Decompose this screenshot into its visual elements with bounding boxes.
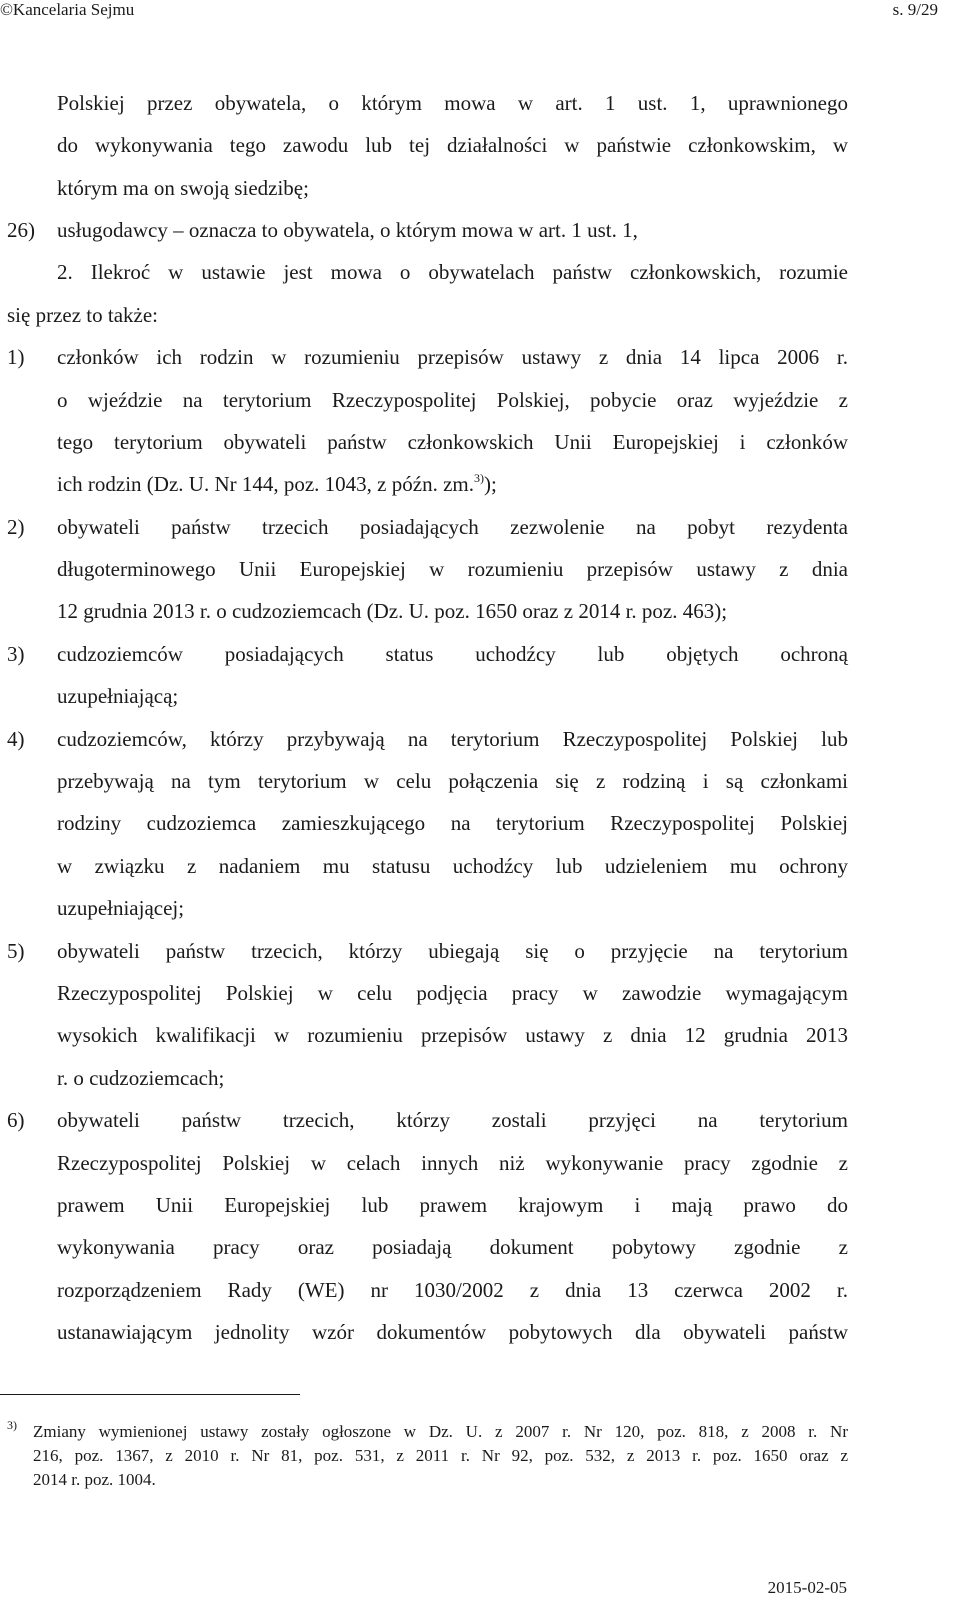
list-item-1-line-4-tail: ); — [483, 472, 497, 496]
item-26-text: usługodawcy – oznacza to obywatela, o którym mowa w art. 1 ust. 1, — [57, 218, 638, 242]
list-item-4-line-4: w związku z nadaniem mu statusu uchodźcy lub udzieleniem mu ochrony — [57, 854, 848, 878]
list-item-6-line-4: wykonywania pracy oraz posiadają dokument pobytowy zgodnie z — [57, 1235, 848, 1259]
footnote-line-1: Zmiany wymienionej ustawy zostały ogłoszone w Dz. U. z 2007 r. Nr 120, poz. 818, z 2008 r. Nr — [33, 1422, 848, 1441]
footer-date: 2015-02-05 — [767, 1578, 847, 1597]
list-item-4-number: 4) — [7, 727, 25, 751]
header-source: ©Kancelaria Sejmu — [0, 0, 135, 19]
list-item-3-number: 3) — [7, 642, 25, 666]
list-item-1-line-4-text: ich rodzin (Dz. U. Nr 144, poz. 1043, z późn. zm. — [57, 472, 474, 496]
list-item-2-number: 2) — [7, 515, 25, 539]
list-item-6-line-2: Rzeczypospolitej Polskiej w celach innych niż wykonywanie pracy zgodnie z — [57, 1151, 848, 1175]
footnote-reference: 3) — [473, 471, 484, 485]
footnote-marker: 3) — [7, 1418, 17, 1432]
section-2-line-2: się przez to także: — [7, 303, 158, 327]
intro-line-2: do wykonywania tego zawodu lub tej działalności w państwie członkowskim, w — [57, 133, 848, 157]
footnote-separator — [0, 1394, 300, 1395]
list-item-5-line-4: r. o cudzoziemcach; — [57, 1066, 225, 1090]
list-item-5-line-1: obywateli państw trzecich, którzy ubiegają się o przyjęcie na terytorium — [57, 939, 848, 963]
footnote-line-2: 216, poz. 1367, z 2010 r. Nr 81, poz. 531, z 2011 r. Nr 92, poz. 532, z 2013 r. poz. 1650 oraz z — [33, 1446, 848, 1465]
list-item-2-line-3: 12 grudnia 2013 r. o cudzoziemcach (Dz. U. poz. 1650 oraz z 2014 r. poz. 463); — [57, 599, 728, 623]
list-item-5-line-2: Rzeczypospolitej Polskiej w celu podjęcia pracy w zawodzie wymagającym — [57, 981, 848, 1005]
list-item-6-line-5: rozporządzeniem Rady (WE) nr 1030/2002 z dnia 13 czerwca 2002 r. — [57, 1278, 848, 1302]
list-item-5-number: 5) — [7, 939, 25, 963]
footnote-line-3: 2014 r. poz. 1004. — [33, 1470, 156, 1489]
list-item-2-line-2: długoterminowego Unii Europejskiej w rozumieniu przepisów ustawy z dnia — [57, 557, 848, 581]
list-item-6-line-1: obywateli państw trzecich, którzy zostali przyjęci na terytorium — [57, 1108, 848, 1132]
list-item-4-line-2: przebywają na tym terytorium w celu połączenia się z rodziną i są członkami — [57, 769, 848, 793]
list-item-6-line-6: ustanawiającym jednolity wzór dokumentów pobytowych dla obywateli państw — [57, 1320, 848, 1344]
section-2-line-1: 2. Ilekroć w ustawie jest mowa o obywatelach państw członkowskich, rozumie — [57, 260, 848, 284]
list-item-1-number: 1) — [7, 345, 25, 369]
list-item-2-line-1: obywateli państw trzecich posiadających zezwolenie na pobyt rezydenta — [57, 515, 848, 539]
header-page-number: s. 9/29 — [892, 0, 938, 19]
list-item-6-number: 6) — [7, 1108, 25, 1132]
list-item-6-line-3: prawem Unii Europejskiej lub prawem krajowym i mają prawo do — [57, 1193, 848, 1217]
list-item-5-line-3: wysokich kwalifikacji w rozumieniu przepisów ustawy z dnia 12 grudnia 2013 — [57, 1023, 848, 1047]
list-item-1-line-3: tego terytorium obywateli państw członkowskich Unii Europejskiej i członków — [57, 430, 848, 454]
list-item-1-line-4 — [57, 471, 497, 497]
list-item-4-line-1: cudzoziemców, którzy przybywają na terytorium Rzeczypospolitej Polskiej lub — [57, 727, 848, 751]
intro-line-1: Polskiej przez obywatela, o którym mowa w art. 1 ust. 1, uprawnionego — [57, 91, 848, 115]
item-26-number: 26) — [7, 218, 35, 242]
list-item-1-line-2: o wjeździe na terytorium Rzeczypospolitej Polskiej, pobycie oraz wyjeździe z — [57, 388, 848, 412]
intro-line-3: którym ma on swoją siedzibę; — [57, 176, 309, 200]
list-item-4-line-5: uzupełniającej; — [57, 896, 185, 920]
list-item-1-line-1: członków ich rodzin w rozumieniu przepisów ustawy z dnia 14 lipca 2006 r. — [57, 345, 848, 369]
list-item-3-line-2: uzupełniającą; — [57, 684, 179, 708]
list-item-4-line-3: rodziny cudzoziemca zamieszkującego na terytorium Rzeczypospolitej Polskiej — [57, 811, 848, 835]
list-item-3-line-1: cudzoziemców posiadających status uchodźcy lub objętych ochroną — [57, 642, 848, 666]
